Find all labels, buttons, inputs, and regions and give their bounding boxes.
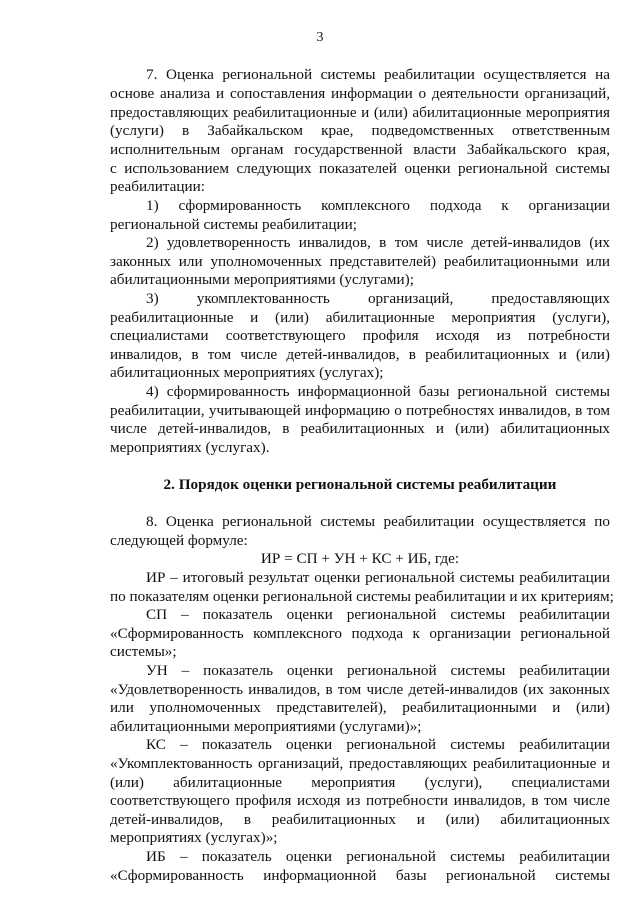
text-line: основе анализа и сопоставления информации о деятельности организаций, xyxy=(110,85,610,102)
text-line: 2) удовлетворенность инвалидов, в том числе детей-инвалидов (их xyxy=(146,234,610,251)
text-line: УН – показатель оценки региональной системы реабилитации xyxy=(146,662,610,679)
text-line: 7. Оценка региональной системы реабилитации осуществляется на xyxy=(146,66,610,83)
text-line: 3) укомплектованность организаций, предоставляющих xyxy=(146,290,610,307)
text-line: (услуги) в Забайкальском крае, подведомственных ответственным xyxy=(110,122,610,139)
text-line: 8. Оценка региональной системы реабилитации осуществляется по xyxy=(146,513,610,530)
section-heading: 2. Порядок оценки региональной системы реабилитации xyxy=(163,476,557,493)
text-line: законных или уполномоченных представителей) реабилитационными или xyxy=(110,253,610,270)
text-line: абилитационными мероприятиями (услугами)»; xyxy=(110,718,422,735)
text-line: СП – показатель оценки региональной системы реабилитации xyxy=(146,606,610,623)
text-line: инвалидов, в том числе детей-инвалидов, в реабилитационных и (или) xyxy=(110,346,610,363)
text-line: системы»; xyxy=(110,643,177,660)
text-line: соответствующего профиля исходя из потребности инвалидов, в том числе xyxy=(110,792,610,809)
text-line: реабилитационные и (или) абилитационные мероприятия (услуги), xyxy=(110,309,610,326)
text-line: ИБ – показатель оценки региональной системы реабилитации xyxy=(146,848,610,865)
text-line: мероприятиях (услугах). xyxy=(110,439,270,456)
text-line: по показателям оценки региональной системы реабилитации и их критериям; xyxy=(110,588,614,605)
text-line: реабилитации, учитывающей информацию о потребностях инвалидов, в том xyxy=(110,402,610,419)
text-line: 4) сформированность информационной базы региональной системы xyxy=(146,383,610,400)
text-line: детей-инвалидов, в реабилитационных и (или) абилитационных xyxy=(110,811,610,828)
text-line: следующей формуле: xyxy=(110,532,248,549)
text-line: абилитационных мероприятиях (услугах); xyxy=(110,364,384,381)
text-line: абилитационными мероприятиями (услугами); xyxy=(110,271,414,288)
text-line: предоставляющих реабилитационные и (или) абилитационные мероприятия xyxy=(110,104,610,121)
text-line: «Укомплектованность организаций, предоставляющих реабилитационные и xyxy=(110,755,610,772)
page-number: 3 xyxy=(316,30,324,45)
text-line: «Сформированность комплексного подхода к организации региональной xyxy=(110,625,610,642)
text-line: 1) сформированность комплексного подхода к организации xyxy=(146,197,610,214)
text-line: мероприятиях (услугах)»; xyxy=(110,829,278,846)
text-line: или уполномоченных представителей), реабилитационными и (или) xyxy=(110,699,610,716)
text-line: региональной системы реабилитации; xyxy=(110,216,358,233)
text-line: КС – показатель оценки региональной системы реабилитации xyxy=(146,736,610,753)
text-line: «Удовлетворенность инвалидов, в том числе детей-инвалидов (их законных xyxy=(110,681,610,698)
text-line: реабилитации: xyxy=(110,178,205,195)
text-line: исполнительным органам государственной власти Забайкальского края, xyxy=(110,141,610,158)
formula: ИР = СП + УН + КС + ИБ, где: xyxy=(260,550,460,567)
text-line: (или) абилитационные мероприятия (услуги), специалистами xyxy=(110,774,610,791)
text-line: специалистами соответствующего профиля исходя из потребности xyxy=(110,327,610,344)
text-line: «Сформированность информационной базы региональной системы xyxy=(110,867,610,884)
text-line: ИР – итоговый результат оценки региональной системы реабилитации xyxy=(146,569,610,586)
text-line: числе детей-инвалидов, в реабилитационных и (или) абилитационных xyxy=(110,420,610,437)
text-line: с использованием следующих показателей оценки региональной системы xyxy=(110,160,610,177)
